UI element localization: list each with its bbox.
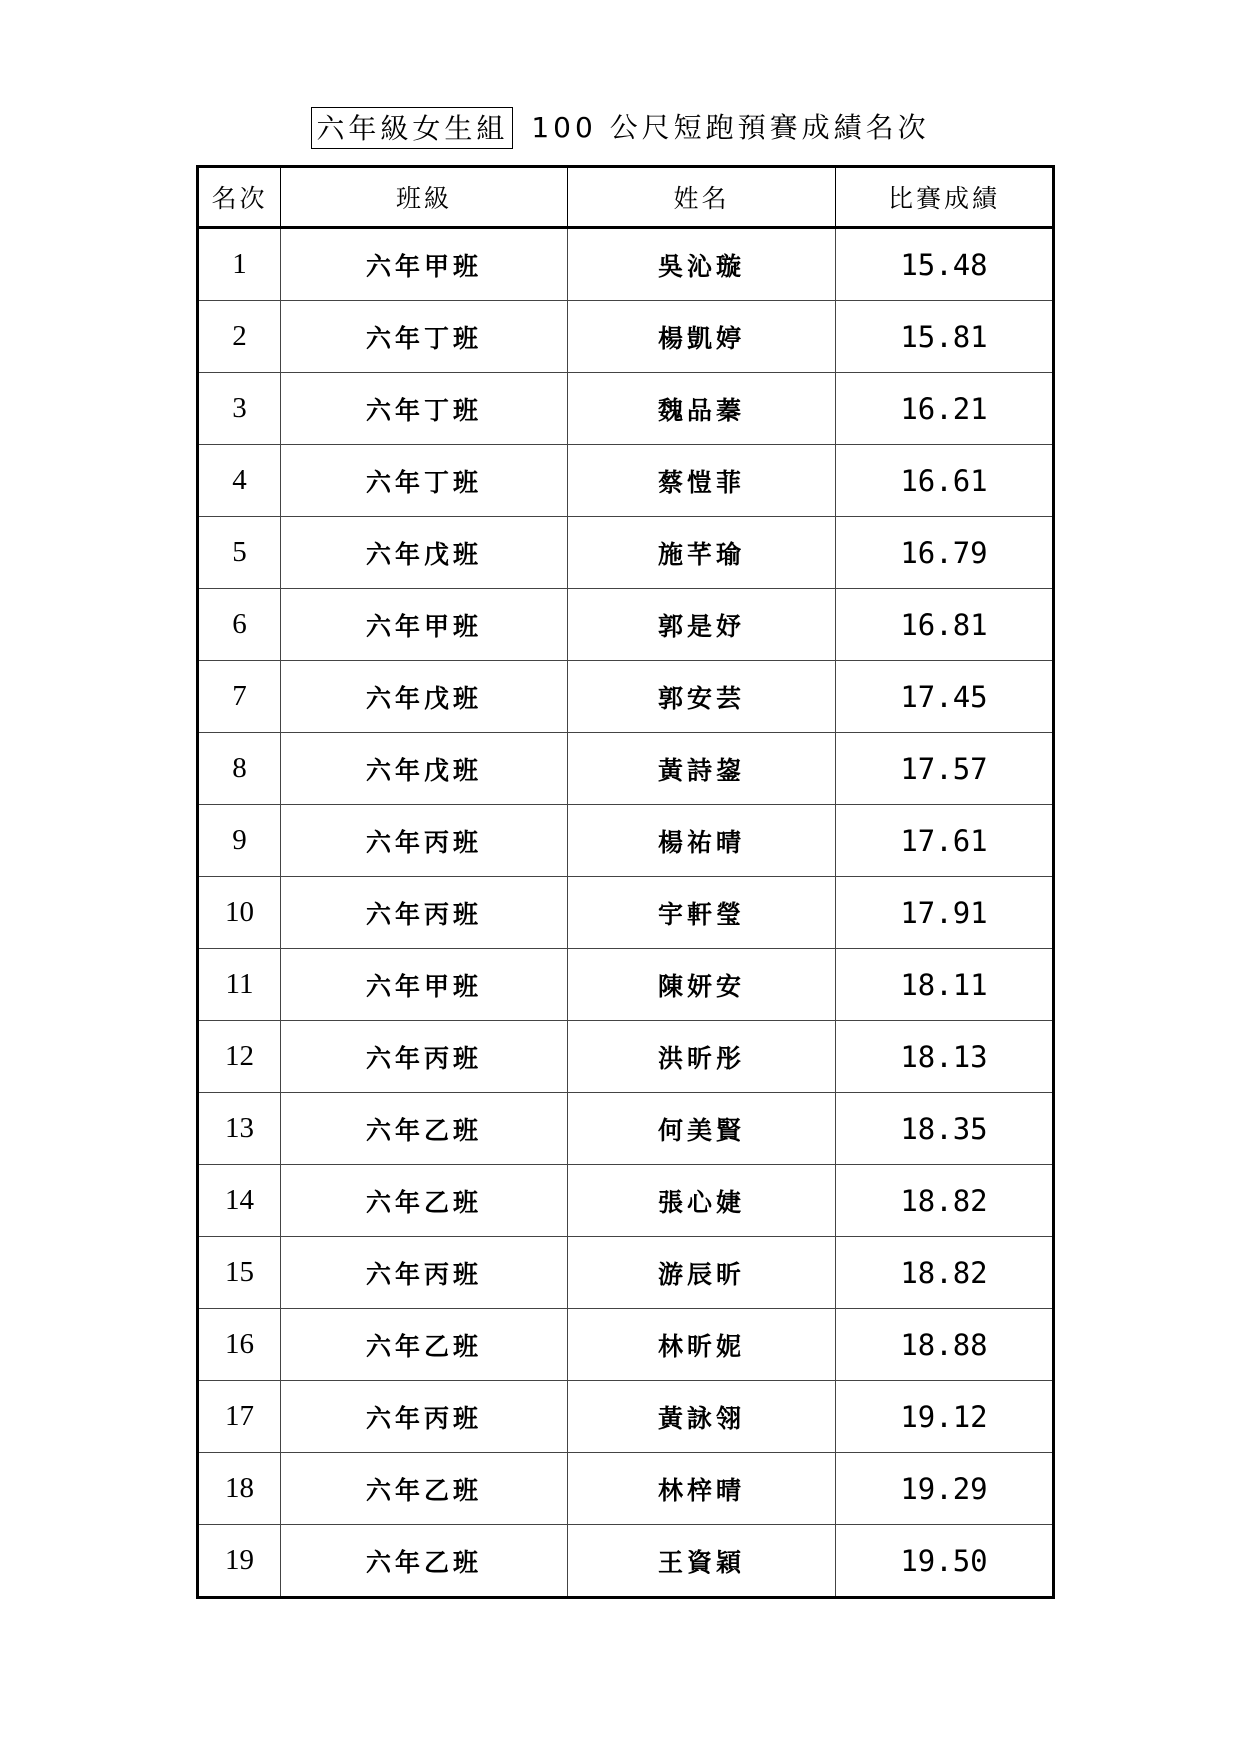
- class-cell: 六年丁班: [281, 373, 568, 445]
- table-row: [198, 877, 1054, 949]
- score-cell: 18.82: [836, 1165, 1054, 1237]
- class-cell: 六年乙班: [281, 1309, 568, 1381]
- name-cell: 郭是妤: [568, 589, 836, 661]
- table-row: [198, 517, 1054, 589]
- table-row: [198, 301, 1054, 373]
- name-cell: 蔡愷菲: [568, 445, 836, 517]
- table-row: [198, 1525, 1054, 1598]
- name-cell: 施芊瑜: [568, 517, 836, 589]
- class-cell: 六年戊班: [281, 517, 568, 589]
- score-cell: 18.35: [836, 1093, 1054, 1165]
- table-row: [198, 1381, 1054, 1453]
- name-cell: 楊祐晴: [568, 805, 836, 877]
- name-cell: 游辰昕: [568, 1237, 836, 1309]
- rank-cell: 17: [198, 1381, 281, 1453]
- score-cell: 19.12: [836, 1381, 1054, 1453]
- results-table-container: [196, 165, 1052, 1599]
- rank-cell: 8: [198, 733, 281, 805]
- rank-cell: 3: [198, 373, 281, 445]
- class-cell: 六年乙班: [281, 1525, 568, 1598]
- name-cell: 郭安芸: [568, 661, 836, 733]
- name-cell: 林昕妮: [568, 1309, 836, 1381]
- score-cell: 17.61: [836, 805, 1054, 877]
- class-cell: 六年丙班: [281, 1021, 568, 1093]
- score-cell: 17.57: [836, 733, 1054, 805]
- score-cell: 15.48: [836, 228, 1054, 301]
- table-row: [198, 1309, 1054, 1381]
- rank-cell: 7: [198, 661, 281, 733]
- table-body: [198, 228, 1054, 1598]
- table-row: [198, 1237, 1054, 1309]
- rank-cell: 9: [198, 805, 281, 877]
- score-cell: 18.13: [836, 1021, 1054, 1093]
- score-cell: 17.45: [836, 661, 1054, 733]
- class-cell: 六年丙班: [281, 805, 568, 877]
- rank-cell: 2: [198, 301, 281, 373]
- rank-cell: 15: [198, 1237, 281, 1309]
- score-cell: 19.50: [836, 1525, 1054, 1598]
- header-score: 比賽成績: [836, 167, 1054, 228]
- name-cell: 黃詩鋆: [568, 733, 836, 805]
- page-title: [0, 105, 1241, 151]
- class-cell: 六年甲班: [281, 949, 568, 1021]
- score-cell: 15.81: [836, 301, 1054, 373]
- class-cell: 六年丙班: [281, 1237, 568, 1309]
- table-row: [198, 228, 1054, 301]
- class-cell: 六年戊班: [281, 661, 568, 733]
- score-cell: 16.21: [836, 373, 1054, 445]
- rank-cell: 5: [198, 517, 281, 589]
- table-row: [198, 589, 1054, 661]
- rank-cell: 4: [198, 445, 281, 517]
- rank-cell: 6: [198, 589, 281, 661]
- name-cell: 陳妍安: [568, 949, 836, 1021]
- score-cell: 18.88: [836, 1309, 1054, 1381]
- name-cell: 洪昕彤: [568, 1021, 836, 1093]
- rank-cell: 18: [198, 1453, 281, 1525]
- score-cell: 16.61: [836, 445, 1054, 517]
- class-cell: 六年丁班: [281, 445, 568, 517]
- name-cell: 宇軒瑩: [568, 877, 836, 949]
- rank-cell: 14: [198, 1165, 281, 1237]
- score-cell: 17.91: [836, 877, 1054, 949]
- score-cell: 16.81: [836, 589, 1054, 661]
- name-cell: 何美賢: [568, 1093, 836, 1165]
- table-row: [198, 445, 1054, 517]
- rank-cell: 13: [198, 1093, 281, 1165]
- score-cell: 16.79: [836, 517, 1054, 589]
- class-cell: 六年甲班: [281, 228, 568, 301]
- class-cell: 六年乙班: [281, 1453, 568, 1525]
- table-row: [198, 1021, 1054, 1093]
- table-row: [198, 949, 1054, 1021]
- rank-cell: 16: [198, 1309, 281, 1381]
- score-cell: 18.82: [836, 1237, 1054, 1309]
- header-name: 姓名: [568, 167, 836, 228]
- title-group-label: 六年級女生組: [311, 107, 513, 149]
- table-row: [198, 661, 1054, 733]
- score-cell: 19.29: [836, 1453, 1054, 1525]
- table-row: [198, 733, 1054, 805]
- class-cell: 六年戊班: [281, 733, 568, 805]
- table-row: [198, 1093, 1054, 1165]
- class-cell: 六年乙班: [281, 1165, 568, 1237]
- class-cell: 六年丙班: [281, 1381, 568, 1453]
- title-event-label: 100 公尺短跑預賽成績名次: [531, 111, 930, 144]
- rank-cell: 1: [198, 228, 281, 301]
- class-cell: 六年甲班: [281, 589, 568, 661]
- rank-cell: 12: [198, 1021, 281, 1093]
- results-table: [196, 165, 1055, 1599]
- class-cell: 六年丙班: [281, 877, 568, 949]
- name-cell: 吳沁璇: [568, 228, 836, 301]
- table-row: [198, 373, 1054, 445]
- score-cell: 18.11: [836, 949, 1054, 1021]
- class-cell: 六年丁班: [281, 301, 568, 373]
- table-row: [198, 1453, 1054, 1525]
- name-cell: 楊凱婷: [568, 301, 836, 373]
- name-cell: 王資穎: [568, 1525, 836, 1598]
- table-row: [198, 1165, 1054, 1237]
- rank-cell: 19: [198, 1525, 281, 1598]
- header-rank: 名次: [198, 167, 281, 228]
- name-cell: 林梓晴: [568, 1453, 836, 1525]
- name-cell: 張心婕: [568, 1165, 836, 1237]
- class-cell: 六年乙班: [281, 1093, 568, 1165]
- table-row: [198, 805, 1054, 877]
- header-class: 班級: [281, 167, 568, 228]
- table-header-row: [198, 167, 1054, 228]
- name-cell: 魏品蓁: [568, 373, 836, 445]
- rank-cell: 10: [198, 877, 281, 949]
- name-cell: 黃詠翎: [568, 1381, 836, 1453]
- rank-cell: 11: [198, 949, 281, 1021]
